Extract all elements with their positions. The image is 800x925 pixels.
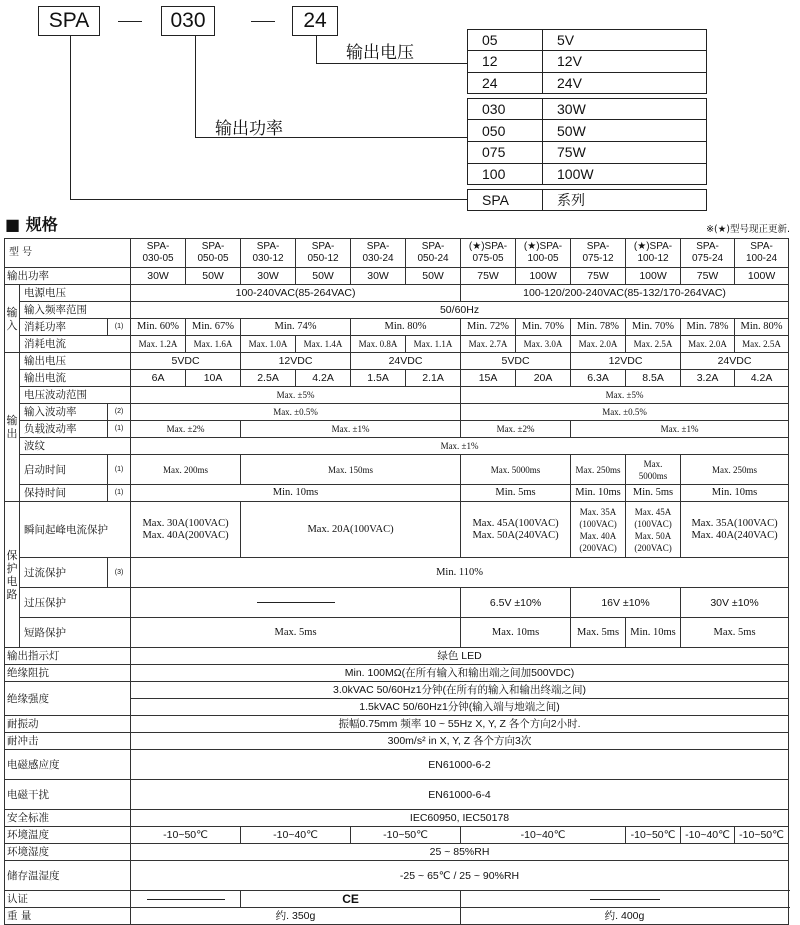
value-cell: 5VDC [461,353,571,370]
value-cell: Min. 80% [351,319,461,336]
model-cell: (★)SPA- 075-05 [461,239,516,268]
label-efficiency: 消耗功率 [20,319,108,336]
opt-code: 05 [468,30,543,51]
section-note: ※(★)型号现正更新. [706,224,790,235]
opt-code: 050 [468,120,543,142]
value-cell: Max. 1.1A [406,336,461,353]
label-cert: 认证 [5,891,131,908]
value-cell: 12VDC [241,353,351,370]
value-cell: 1.5kVAC 50/60Hz1分钟(输入端与地端之间) [131,699,789,716]
label-in-current: 消耗电流 [20,336,131,353]
value-cell: Max. 20A(100VAC) [241,502,461,558]
value-cell: Min. 100MΩ(在所有输入和输出端之间加500VDC) [131,665,789,682]
model-cell: SPA- 050-24 [406,239,461,268]
value-cell: 100W [735,268,789,285]
value-cell: Max. 1.2A [131,336,186,353]
value-cell: 50W [186,268,241,285]
value-cell: Max. 5000ms [626,455,681,485]
value-cell: 100W [626,268,681,285]
value-cell: Min. 70% [626,319,681,336]
label-out-current: 输出电流 [20,370,131,387]
value-cell: Max. 35A (100VAC) Max. 40A (200VAC) [571,502,626,558]
value-cell: Min. 10ms [681,485,789,502]
section-title-text: 规格 [25,215,58,234]
value-cell: Max. 200ms [131,455,241,485]
value-cell: 约. 350g [131,908,461,925]
value-cell: 12VDC [571,353,681,370]
value-cell: 50/60Hz [131,302,789,319]
value-cell: Max. 1.4A [296,336,351,353]
opt-code: 12 [468,51,543,72]
label-model: 型 号 [5,239,131,268]
value-cell: 10A [186,370,241,387]
model-cell: SPA- 100-24 [735,239,789,268]
ce-mark-icon: CE [342,891,359,906]
value-cell: 75W [571,268,626,285]
label-overcurrent: 过流保护 [20,558,108,588]
value-cell: Max. 5ms [571,618,626,648]
label-overvoltage: 过压保护 [20,588,131,618]
value-cell: Max. ±2% [461,421,571,438]
label-emi: 电磁干扰 [5,780,131,810]
note-mark: (1) [108,319,131,336]
code-box-voltage: 24 [292,6,338,36]
value-cell: 25 ~ 85%RH [131,844,789,861]
value-cell: IEC60950, IEC50178 [131,810,789,827]
value-cell: Max. 45A (100VAC) Max. 50A (200VAC) [626,502,681,558]
label-startup: 启动时间 [20,455,108,485]
label-dielectric: 绝缘强度 [5,682,131,716]
value-cell: Min. 60% [131,319,186,336]
opt-value: 50W [543,120,707,142]
value-cell: Max. 2.7A [461,336,516,353]
group-protection: 保 护 电 路 [5,502,20,648]
value-cell: 30W [351,268,406,285]
value-cell: -25 ~ 65℃ / 25 ~ 90%RH [131,861,789,891]
voltage-label: 输出电压 [346,43,414,63]
opt-value: 75W [543,141,707,163]
value-cell: 绿色 LED [131,648,789,665]
value-cell: 3.2A [681,370,735,387]
value-cell: -10~40℃ [241,827,351,844]
value-cell: -10~40℃ [681,827,735,844]
value-cell: Min. 10ms [571,485,626,502]
value-cell: Min. 110% [131,558,789,588]
note-mark: (1) [108,421,131,438]
value-cell: 1.5A [351,370,406,387]
power-label: 输出功率 [215,119,283,139]
label-inrush: 瞬间起峰电流保护 [20,502,131,558]
value-cell: 30V ±10% [681,588,789,618]
value-cell: Max. 10ms [461,618,571,648]
spec-table [4,238,789,925]
label-ems: 电磁感应度 [5,750,131,780]
value-cell: Max. 2.5A [626,336,681,353]
value-cell: Min. 74% [241,319,351,336]
value-cell: Max. 2.0A [571,336,626,353]
power-options [467,98,707,185]
note-mark: (1) [108,455,131,485]
value-cell: Max. ±0.5% [461,404,789,421]
value-cell: Max. 150ms [241,455,461,485]
value-cell: 5VDC [131,353,241,370]
label-storage: 储存温湿度 [5,861,131,891]
value-cell: 6.3A [571,370,626,387]
opt-value: 30W [543,99,707,120]
value-cell: 15A [461,370,516,387]
value-cell: Min. 78% [681,319,735,336]
value-cell: 6.5V ±10% [461,588,571,618]
label-in-freq: 输入频率范围 [20,302,131,319]
value-cell: 3.0kVAC 50/60Hz1分钟(在所有的输入和输出终端之间) [131,682,789,699]
value-cell: Max. 0.8A [351,336,406,353]
value-cell: Max. 35A(100VAC) Max. 40A(240VAC) [681,502,789,558]
value-cell: Max. 250ms [681,455,789,485]
label-ambient-temp: 环境温度 [5,827,131,844]
value-cell: Max. ±1% [571,421,789,438]
value-cell: 20A [516,370,571,387]
value-cell: EN61000-6-4 [131,780,789,810]
label-safety: 安全标准 [5,810,131,827]
opt-code: 075 [468,141,543,163]
note-mark: (1) [108,485,131,502]
ce-mark-cell [241,891,461,908]
value-cell: Max. ±0.5% [131,404,461,421]
square-bullet-icon: ■ [5,215,21,234]
label-load-reg: 负载波动率 [20,421,108,438]
model-cell: SPA- 075-12 [571,239,626,268]
value-cell: 24VDC [351,353,461,370]
code-box-power: 030 [161,6,215,36]
label-out-power: 输出功率 [5,268,131,285]
model-cell: SPA- 030-12 [241,239,296,268]
value-cell: Max. 5000ms [461,455,571,485]
opt-value: 5V [543,30,707,51]
label-insulation: 绝缘阻抗 [5,665,131,682]
model-cell: SPA- 075-24 [681,239,735,268]
code-box-series: SPA [38,6,100,36]
model-cell: (★)SPA- 100-05 [516,239,571,268]
model-cell: SPA- 030-24 [351,239,406,268]
value-cell: 8.5A [626,370,681,387]
label-in-voltage: 电源电压 [20,285,131,302]
label-shock: 耐冲击 [5,733,131,750]
opt-value: 24V [557,74,582,91]
value-cell: Max. 5ms [131,618,461,648]
opt-code: 24 [468,72,543,93]
value-cell: -10~50℃ [735,827,789,844]
opt-code: SPA [468,190,543,210]
value-cell: 100-240VAC(85-264VAC) [131,285,461,302]
value-cell: Max. 30A(100VAC) Max. 40A(200VAC) [131,502,241,558]
opt-code: 100 [468,163,543,184]
value-cell: Min. 78% [571,319,626,336]
label-out-voltage: 输出电压 [20,353,131,370]
value-cell: EN61000-6-2 [131,750,789,780]
model-cell: SPA- 050-12 [296,239,351,268]
value-cell-na [131,588,461,618]
value-cell: 振幅0.75mm 频率 10 ~ 55Hz X, Y, Z 各个方向2小时. [131,716,789,733]
value-cell: 4.2A [296,370,351,387]
value-cell: Min. 10ms [131,485,461,502]
voltage-options [467,29,707,94]
value-cell: Max. 2.5A [735,336,789,353]
model-cell: (★)SPA- 100-12 [626,239,681,268]
value-cell: Max. ±1% [241,421,461,438]
value-cell: Max. 45A(100VAC) Max. 50A(240VAC) [461,502,571,558]
value-cell: Min. 5ms [626,485,681,502]
value-cell: 300m/s² in X, Y, Z 各个方向3次 [131,733,789,750]
value-cell-na [461,891,789,908]
value-cell-na [131,891,241,908]
value-cell: 24VDC [681,353,789,370]
leader-series [70,36,467,200]
label-short: 短路保护 [20,618,131,648]
value-cell: Max. 3.0A [516,336,571,353]
label-ripple: 波纹 [20,438,131,455]
value-cell: 16V ±10% [571,588,681,618]
section-title [5,212,58,235]
label-weight: 重 量 [5,908,131,925]
dash-mark [257,602,335,603]
label-indicator: 输出指示灯 [5,648,131,665]
value-cell: Min. 70% [516,319,571,336]
label-hold: 保持时间 [20,485,108,502]
value-cell: Min. 80% [735,319,789,336]
value-cell: -10~50℃ [626,827,681,844]
opt-value: 100W [557,165,594,182]
value-cell: Max. ±2% [131,421,241,438]
model-cell: SPA- 030-05 [131,239,186,268]
value-cell: Min. 67% [186,319,241,336]
value-cell: Max. 250ms [571,455,626,485]
value-cell: 2.1A [406,370,461,387]
value-cell: Min. 72% [461,319,516,336]
value-cell: Max. ±5% [131,387,461,404]
value-cell: Max. ±1% [131,438,789,455]
value-cell: Max. 1.6A [186,336,241,353]
opt-code: 030 [468,99,543,120]
value-cell: 50W [406,268,461,285]
label-line-reg: 输入波动率 [20,404,108,421]
note-mark: (3) [108,558,131,588]
label-ambient-humi: 环境湿度 [5,844,131,861]
value-cell: -10~50℃ [351,827,461,844]
value-cell: 75W [461,268,516,285]
value-cell: Max. 5ms [681,618,789,648]
label-vibration: 耐振动 [5,716,131,733]
opt-value: 12V [543,51,707,72]
code-dash [118,21,142,22]
code-dash [251,21,275,22]
value-cell: 4.2A [735,370,789,387]
series-option [467,189,707,211]
value-cell: Max. 1.0A [241,336,296,353]
label-v-ripple-range: 电压波动范围 [20,387,131,404]
value-cell: 30W [241,268,296,285]
value-cell: Max. ±5% [461,387,789,404]
group-input: 输 入 [5,285,20,353]
value-cell: 30W [131,268,186,285]
value-cell: -10~40℃ [461,827,626,844]
value-cell: Min. 10ms [626,618,681,648]
value-cell: 2.5A [241,370,296,387]
value-cell: 100-120/200-240VAC(85-132/170-264VAC) [461,285,789,302]
value-cell: 约. 400g [461,908,789,925]
note-mark: (2) [108,404,131,421]
group-output: 输 出 [5,353,20,502]
value-cell: 75W [681,268,735,285]
value-cell: 100W [516,268,571,285]
opt-value: 系列 [557,192,585,208]
value-cell: -10~50℃ [131,827,241,844]
model-cell: SPA- 050-05 [186,239,241,268]
value-cell: Max. 2.0A [681,336,735,353]
value-cell: 50W [296,268,351,285]
value-cell: Min. 5ms [461,485,571,502]
value-cell: 6A [131,370,186,387]
